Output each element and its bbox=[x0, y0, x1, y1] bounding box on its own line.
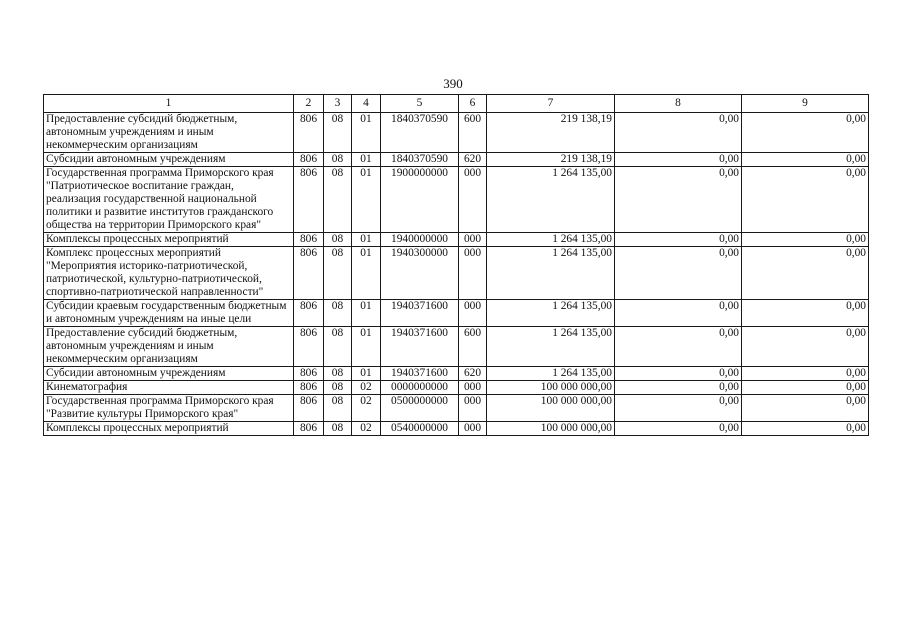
amount-col7: 1 264 135,00 bbox=[487, 167, 615, 233]
row-name: Комплексы процессных мероприятий bbox=[44, 233, 294, 247]
amount-col9: 0,00 bbox=[742, 167, 869, 233]
amount-col8: 0,00 bbox=[615, 422, 742, 436]
code-section: 08 bbox=[324, 422, 352, 436]
amount-col9: 0,00 bbox=[742, 300, 869, 327]
row-name: Государственная программа Приморского края "Патриотическое воспитание граждан, реализация государственной национальной политики и развитие институтов гражданского общества на территории Приморского края" bbox=[44, 167, 294, 233]
row-name: Субсидии автономным учреждениям bbox=[44, 367, 294, 381]
code-subsection: 01 bbox=[352, 327, 381, 367]
amount-col9: 0,00 bbox=[742, 367, 869, 381]
code-section: 08 bbox=[324, 300, 352, 327]
code-expense-type: 600 bbox=[459, 113, 487, 153]
row-name: Государственная программа Приморского края "Развитие культуры Приморского края" bbox=[44, 395, 294, 422]
table-row bbox=[44, 422, 869, 436]
code-target: 1940371600 bbox=[381, 327, 459, 367]
row-name: Комплекс процессных мероприятий "Мероприятия историко-патриотической, патриотической, культурно-патриотической, спортивно-патриотической направленности" bbox=[44, 247, 294, 300]
code-expense-type: 620 bbox=[459, 153, 487, 167]
code-section: 08 bbox=[324, 367, 352, 381]
code-expense-type: 000 bbox=[459, 233, 487, 247]
table-row bbox=[44, 153, 869, 167]
budget-table bbox=[43, 94, 869, 436]
code-section: 08 bbox=[324, 153, 352, 167]
code-ministry: 806 bbox=[294, 233, 324, 247]
amount-col9: 0,00 bbox=[742, 233, 869, 247]
code-section: 08 bbox=[324, 113, 352, 153]
code-section: 08 bbox=[324, 167, 352, 233]
table-row bbox=[44, 167, 869, 233]
code-section: 08 bbox=[324, 381, 352, 395]
row-name: Предоставление субсидий бюджетным, автономным учреждениям и иным некоммерческим организациям bbox=[44, 327, 294, 367]
code-target: 0000000000 bbox=[381, 381, 459, 395]
code-target: 1840370590 bbox=[381, 153, 459, 167]
amount-col9: 0,00 bbox=[742, 395, 869, 422]
table-row bbox=[44, 300, 869, 327]
code-subsection: 02 bbox=[352, 381, 381, 395]
table-row bbox=[44, 247, 869, 300]
code-target: 1940371600 bbox=[381, 367, 459, 381]
code-ministry: 806 bbox=[294, 300, 324, 327]
amount-col8: 0,00 bbox=[615, 113, 742, 153]
code-subsection: 02 bbox=[352, 395, 381, 422]
row-name: Субсидии автономным учреждениям bbox=[44, 153, 294, 167]
code-target: 0540000000 bbox=[381, 422, 459, 436]
code-expense-type: 000 bbox=[459, 395, 487, 422]
code-subsection: 01 bbox=[352, 113, 381, 153]
code-target: 1940371600 bbox=[381, 300, 459, 327]
code-expense-type: 000 bbox=[459, 381, 487, 395]
amount-col9: 0,00 bbox=[742, 327, 869, 367]
header-cell: 6 bbox=[459, 95, 487, 113]
amount-col8: 0,00 bbox=[615, 167, 742, 233]
amount-col8: 0,00 bbox=[615, 327, 742, 367]
table-row bbox=[44, 381, 869, 395]
header-cell: 5 bbox=[381, 95, 459, 113]
header-cell: 9 bbox=[742, 95, 869, 113]
code-subsection: 01 bbox=[352, 247, 381, 300]
code-expense-type: 600 bbox=[459, 327, 487, 367]
code-expense-type: 000 bbox=[459, 422, 487, 436]
page-number: 390 bbox=[443, 76, 463, 91]
amount-col9: 0,00 bbox=[742, 247, 869, 300]
row-name: Субсидии краевым государственным бюджетным и автономным учреждениям на иные цели bbox=[44, 300, 294, 327]
header-row bbox=[44, 95, 869, 113]
code-ministry: 806 bbox=[294, 327, 324, 367]
amount-col9: 0,00 bbox=[742, 381, 869, 395]
header-cell: 1 bbox=[44, 95, 294, 113]
header-cell: 7 bbox=[487, 95, 615, 113]
code-subsection: 01 bbox=[352, 367, 381, 381]
amount-col7: 100 000 000,00 bbox=[487, 395, 615, 422]
header-cell: 4 bbox=[352, 95, 381, 113]
code-target: 1840370590 bbox=[381, 113, 459, 153]
code-section: 08 bbox=[324, 395, 352, 422]
amount-col8: 0,00 bbox=[615, 233, 742, 247]
amount-col7: 1 264 135,00 bbox=[487, 233, 615, 247]
code-subsection: 01 bbox=[352, 300, 381, 327]
table-row bbox=[44, 367, 869, 381]
code-target: 1940300000 bbox=[381, 247, 459, 300]
header-cell: 3 bbox=[324, 95, 352, 113]
code-ministry: 806 bbox=[294, 422, 324, 436]
amount-col8: 0,00 bbox=[615, 395, 742, 422]
code-ministry: 806 bbox=[294, 247, 324, 300]
table-row bbox=[44, 113, 869, 153]
code-expense-type: 000 bbox=[459, 167, 487, 233]
amount-col7: 1 264 135,00 bbox=[487, 247, 615, 300]
row-name: Кинематография bbox=[44, 381, 294, 395]
code-section: 08 bbox=[324, 327, 352, 367]
amount-col8: 0,00 bbox=[615, 367, 742, 381]
code-ministry: 806 bbox=[294, 395, 324, 422]
row-name: Комплексы процессных мероприятий bbox=[44, 422, 294, 436]
code-ministry: 806 bbox=[294, 367, 324, 381]
amount-col7: 219 138,19 bbox=[487, 153, 615, 167]
code-subsection: 01 bbox=[352, 153, 381, 167]
amount-col7: 1 264 135,00 bbox=[487, 327, 615, 367]
code-expense-type: 000 bbox=[459, 247, 487, 300]
code-ministry: 806 bbox=[294, 153, 324, 167]
code-expense-type: 620 bbox=[459, 367, 487, 381]
table-row bbox=[44, 327, 869, 367]
code-expense-type: 000 bbox=[459, 300, 487, 327]
amount-col7: 100 000 000,00 bbox=[487, 422, 615, 436]
code-target: 1900000000 bbox=[381, 167, 459, 233]
amount-col9: 0,00 bbox=[742, 153, 869, 167]
amount-col9: 0,00 bbox=[742, 113, 869, 153]
table-row bbox=[44, 233, 869, 247]
code-target: 0500000000 bbox=[381, 395, 459, 422]
code-subsection: 01 bbox=[352, 167, 381, 233]
table-row bbox=[44, 395, 869, 422]
amount-col7: 219 138,19 bbox=[487, 113, 615, 153]
code-ministry: 806 bbox=[294, 167, 324, 233]
code-ministry: 806 bbox=[294, 381, 324, 395]
amount-col9: 0,00 bbox=[742, 422, 869, 436]
amount-col7: 1 264 135,00 bbox=[487, 300, 615, 327]
code-section: 08 bbox=[324, 247, 352, 300]
row-name: Предоставление субсидий бюджетным, автономным учреждениям и иным некоммерческим организациям bbox=[44, 113, 294, 153]
amount-col8: 0,00 bbox=[615, 153, 742, 167]
amount-col8: 0,00 bbox=[615, 381, 742, 395]
amount-col8: 0,00 bbox=[615, 247, 742, 300]
code-section: 08 bbox=[324, 233, 352, 247]
amount-col7: 1 264 135,00 bbox=[487, 367, 615, 381]
code-target: 1940000000 bbox=[381, 233, 459, 247]
code-ministry: 806 bbox=[294, 113, 324, 153]
amount-col8: 0,00 bbox=[615, 300, 742, 327]
code-subsection: 02 bbox=[352, 422, 381, 436]
amount-col7: 100 000 000,00 bbox=[487, 381, 615, 395]
header-cell: 8 bbox=[615, 95, 742, 113]
code-subsection: 01 bbox=[352, 233, 381, 247]
header-cell: 2 bbox=[294, 95, 324, 113]
